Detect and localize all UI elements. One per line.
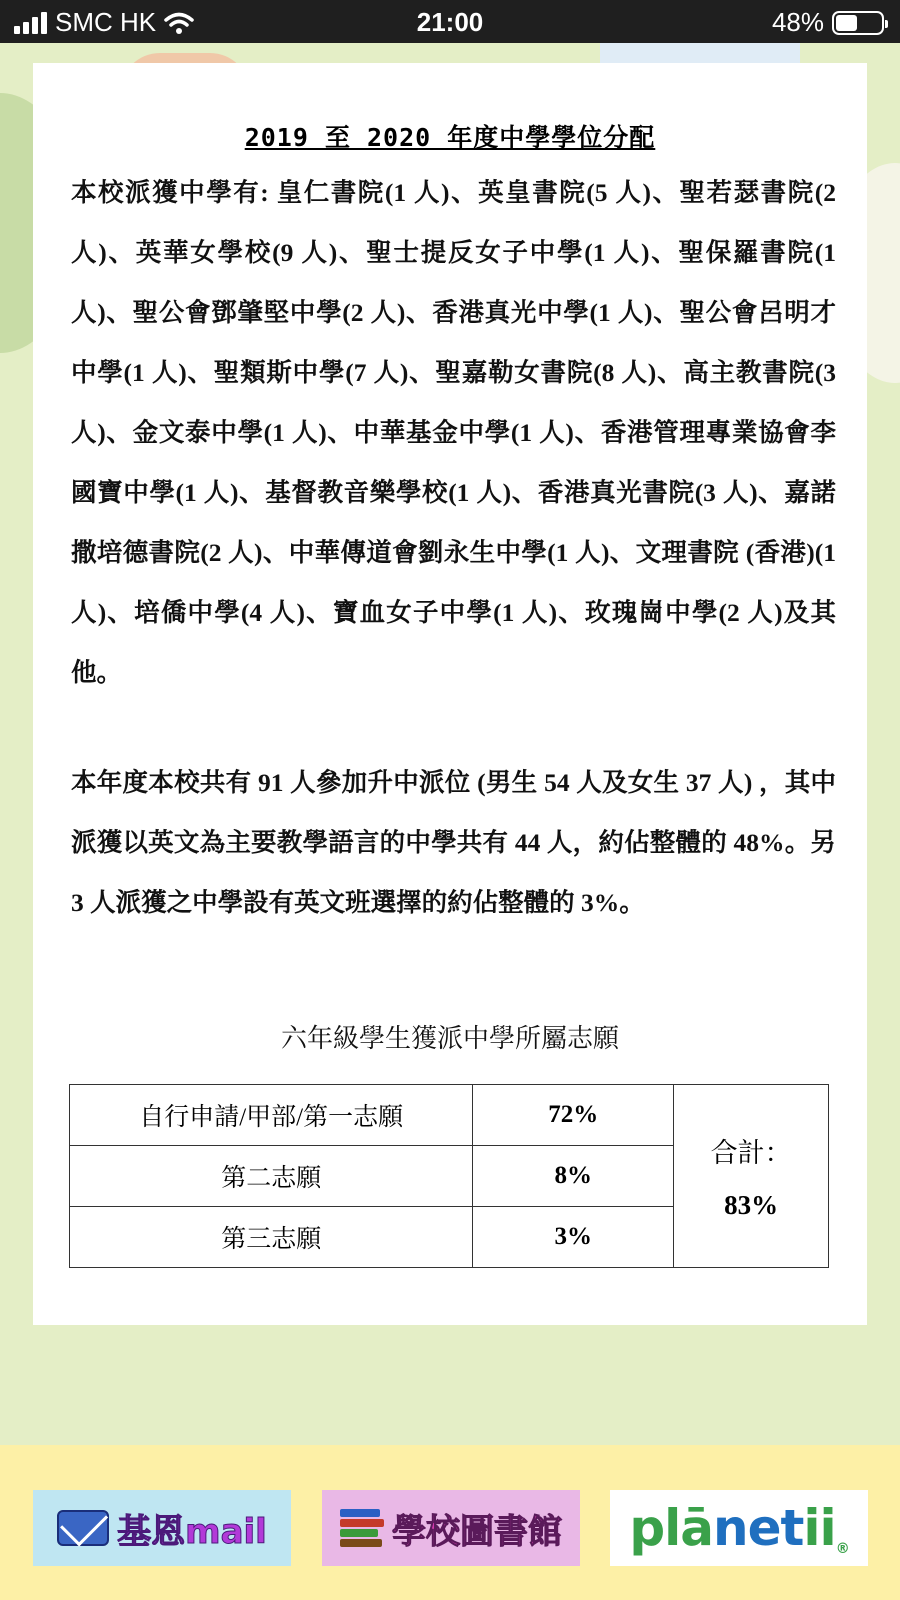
battery-icon	[832, 11, 884, 35]
mail-link-inner	[57, 1504, 267, 1553]
status-right	[772, 7, 884, 38]
books-icon	[340, 1509, 384, 1547]
mail-link[interactable]	[33, 1490, 291, 1566]
table-row	[70, 1085, 829, 1146]
planetii-text-b: net	[712, 1499, 804, 1557]
signal-icon	[14, 12, 47, 34]
footer-links	[0, 1445, 900, 1600]
carrier-label: SMC HK	[55, 7, 157, 37]
envelope-icon	[57, 1510, 109, 1546]
row-value: 8%	[473, 1146, 674, 1207]
row-label: 第三志願	[70, 1207, 473, 1268]
status-left	[14, 7, 194, 38]
row-label: 自行申請/甲部/第一志願	[70, 1085, 473, 1146]
wifi-icon	[164, 11, 194, 35]
planetii-wordmark	[629, 1499, 848, 1557]
planetii-link[interactable]	[610, 1490, 868, 1566]
planetii-logo	[629, 1499, 848, 1557]
preference-table	[69, 1084, 829, 1268]
mail-link-label: 基恩mail	[117, 1511, 267, 1552]
total-value: 83%	[724, 1190, 779, 1220]
library-link[interactable]	[322, 1490, 580, 1566]
page-title: 2019 至 2020 年度中學學位分配	[244, 123, 656, 152]
registered-icon: ®	[835, 1541, 849, 1557]
clock: 21:00	[416, 7, 484, 37]
battery-fill	[836, 15, 857, 31]
summary-paragraph: 本年度本校共有 91 人參加升中派位 (男生 54 人及女生 37 人) ，其中派獲以英文為主要教學語言的中學共有 44 人，約佔整體的 48%。另 3 人派獲之中學設有英文班選擇的約佔整體的 3%。	[71, 768, 836, 917]
allocation-paragraph: 本校派獲中學有: 皇仁書院(1 人)、英皇書院(5 人)、聖若瑟書院(2 人)、英華女學校(9 人)、聖士提反女子中學(1 人)、聖保羅書院(1 人)、聖公會鄧肇堅中學(2 人)、香港真光中學(1 人)、聖公會呂明才中學(1 人)、聖類斯中學(7 人)、聖嘉勒女書院(8 人)、高主教書院(3 人)、金文泰中學(1 人)、中華基金中學(1 人)、香港管理專業協會李國寶中學(1 人)、基督教音樂學校(1 人)、香港真光書院(3 人)、嘉諾撒培德書院(2 人)、中華傳道會劉永生中學(1 人)、文理書院 (香港)(1 人)、培僑中學(4 人)、寶血女子中學(1 人)、玫瑰崗中學(2 人)及其他。	[71, 178, 836, 687]
planetii-text-a: plā	[629, 1499, 713, 1557]
row-value: 72%	[473, 1085, 674, 1146]
row-value: 3%	[473, 1207, 674, 1268]
library-link-label: 學校圖書館	[392, 1511, 562, 1552]
library-link-inner	[340, 1504, 562, 1553]
table-caption: 六年級學生獲派中學所屬志願	[280, 1024, 619, 1053]
status-bar	[0, 0, 900, 43]
row-label: 第二志願	[70, 1146, 473, 1207]
planetii-text-c: ii	[803, 1499, 836, 1557]
battery-percent: 48%	[771, 7, 824, 37]
content-card	[33, 63, 867, 1325]
total-cell	[674, 1085, 829, 1268]
total-label: 合計：	[710, 1138, 792, 1168]
